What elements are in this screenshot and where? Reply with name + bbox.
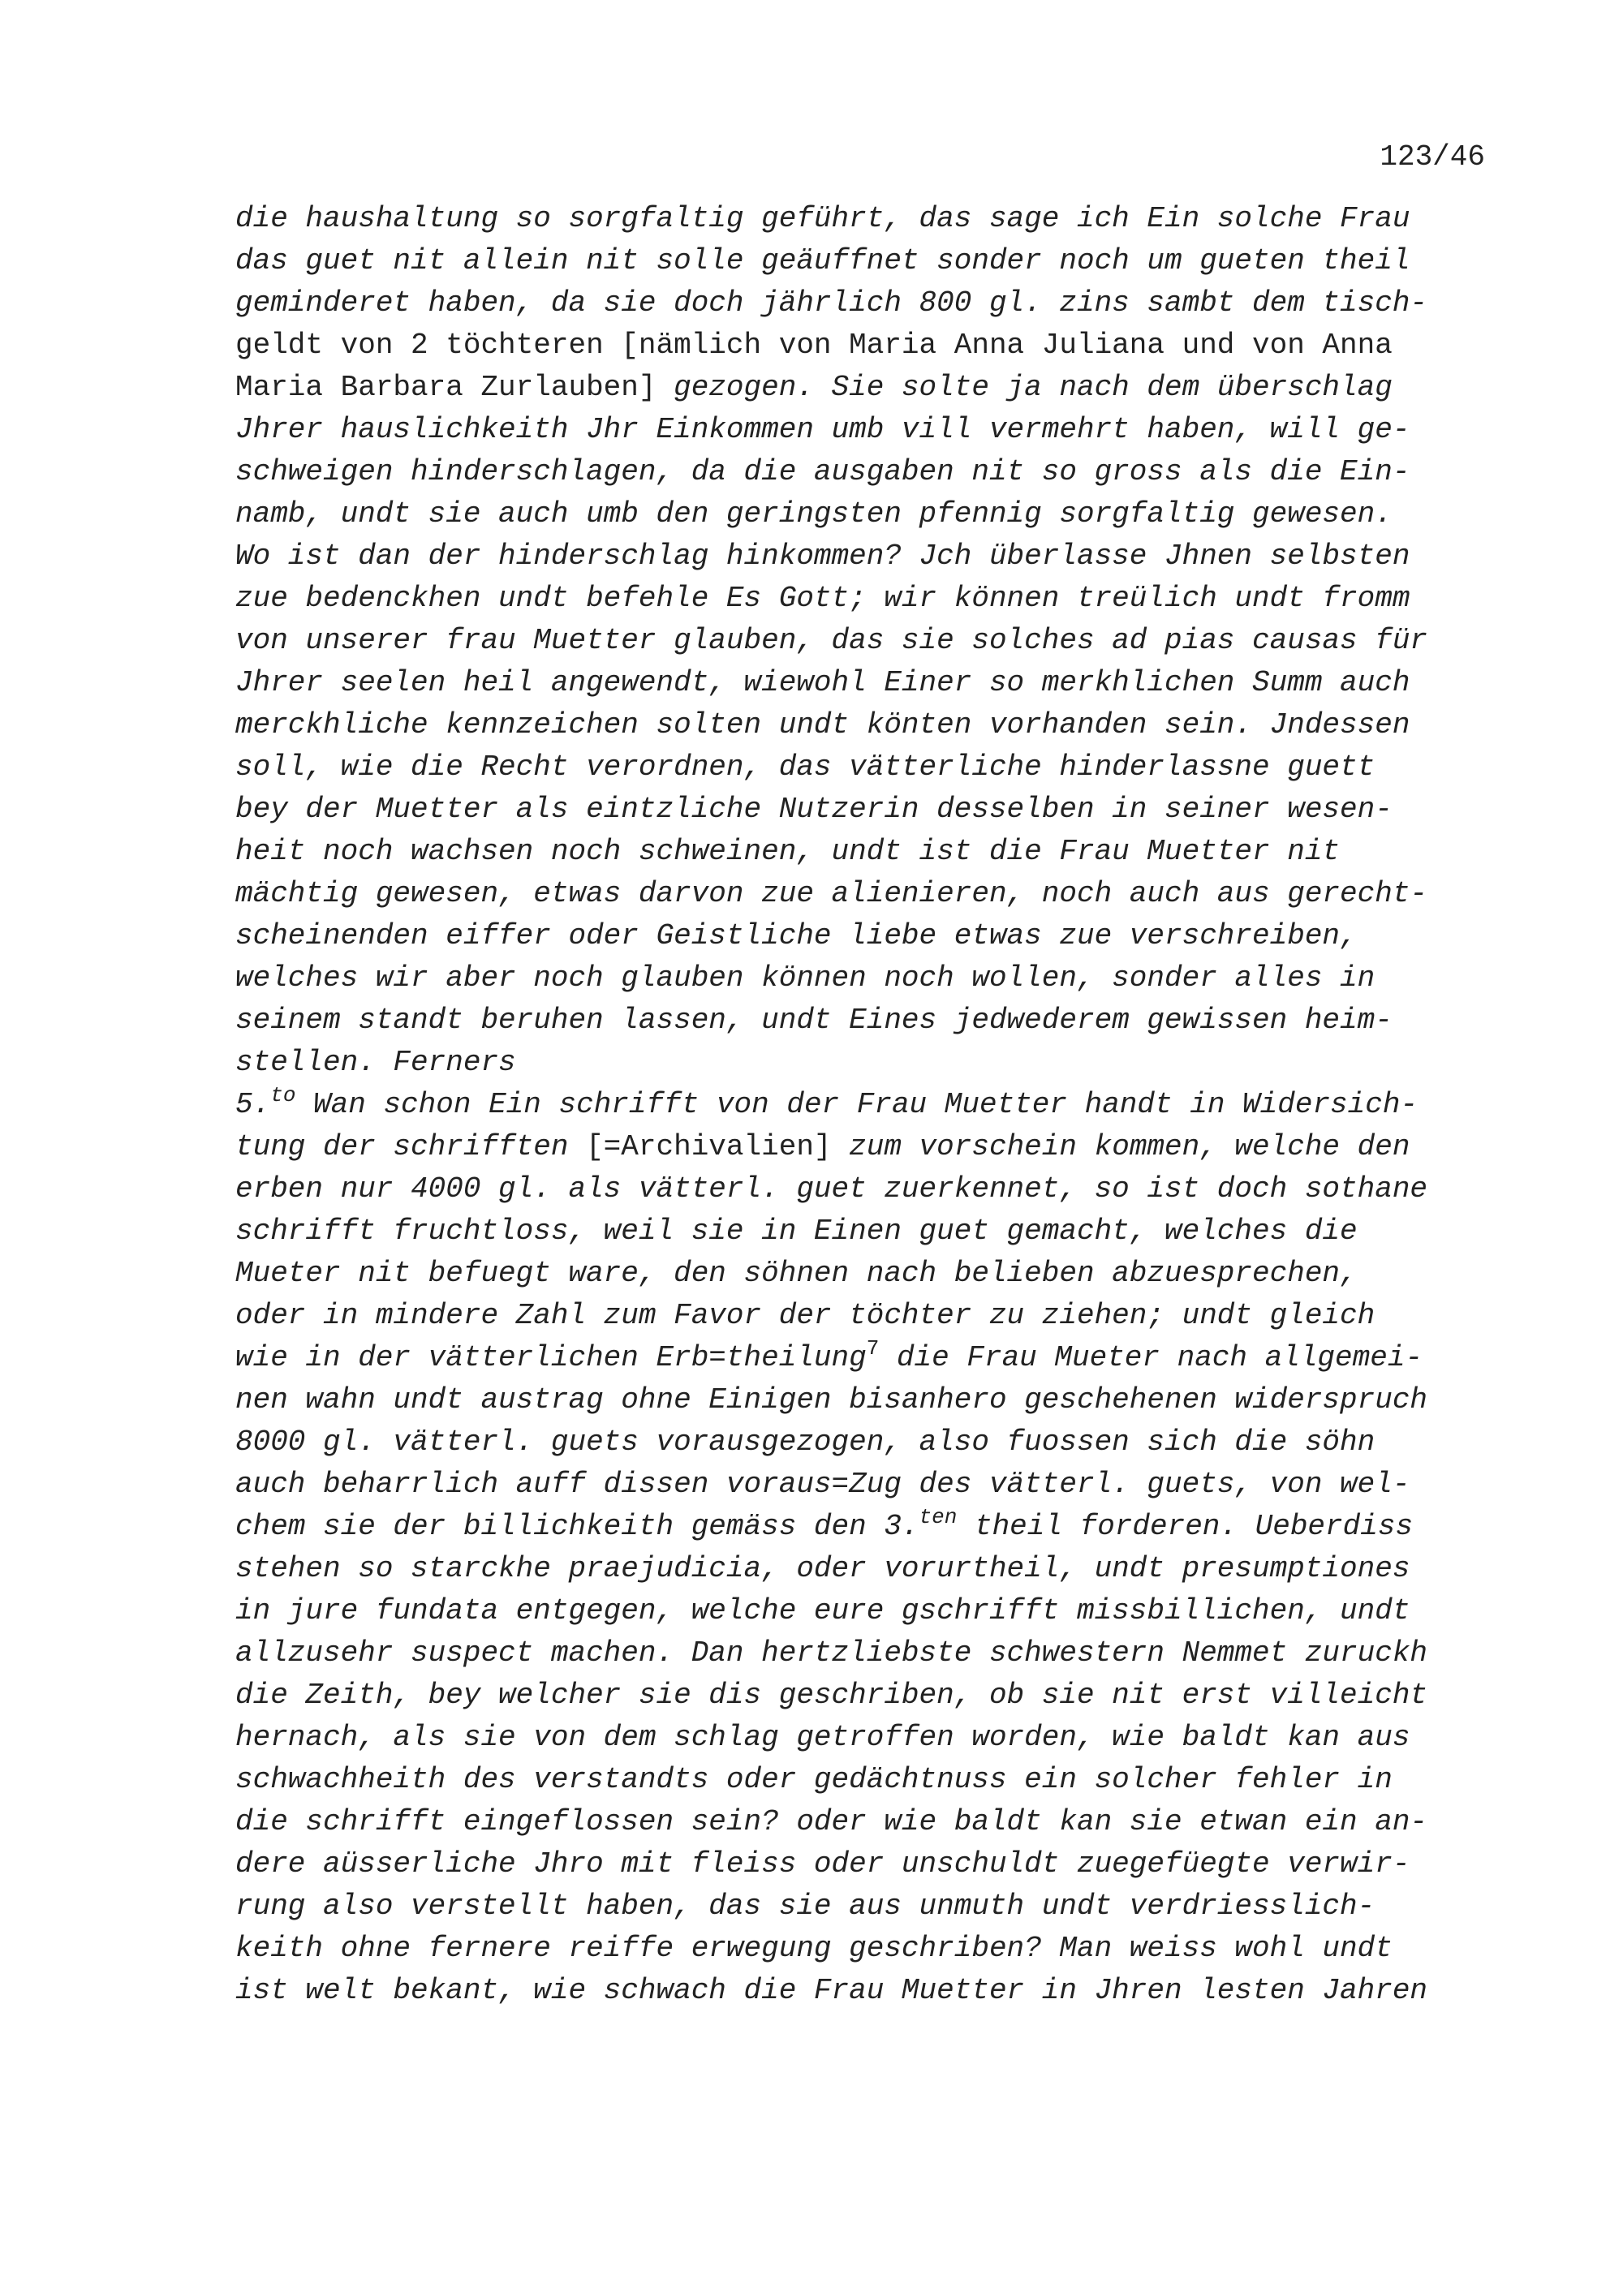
text-segment: auch beharrlich auff dissen voraus=Zug des vätterl. guets, von wel- — [235, 1468, 1410, 1501]
text-segment: tung der schrifften — [235, 1130, 587, 1163]
text-line — [235, 1000, 1501, 1042]
text-segment: gezogen. Sie solte ja nach dem überschlag — [656, 371, 1393, 404]
text-line — [235, 789, 1501, 831]
text-line — [235, 1464, 1501, 1506]
text-line — [235, 1717, 1501, 1759]
text-line — [235, 578, 1501, 620]
text-segment: zue bedenckhen undt befehle Es Gott; wir können treülich undt fromm — [235, 582, 1410, 615]
text-line — [235, 325, 1501, 367]
text-segment: Jhrer hauslichkeith Jhr Einkommen umb vill vermehrt haben, will ge- — [235, 413, 1410, 446]
text-line — [235, 1843, 1501, 1885]
text-line — [235, 240, 1501, 282]
text-segment: namb, undt sie auch umb den geringsten pfennig sorgfaltig gewesen. — [235, 497, 1393, 531]
text-line — [235, 282, 1501, 325]
text-line — [235, 1379, 1501, 1421]
text-line — [235, 831, 1501, 873]
text-segment: heit noch wachsen noch schweinen, undt ist die Frau Muetter nit — [235, 835, 1341, 868]
text-line — [235, 535, 1501, 578]
text-segment: [=Archivalien] — [586, 1130, 832, 1163]
text-line — [235, 662, 1501, 704]
text-segment: schwachheith des verstandts oder gedächtnuss ein solcher fehler in — [235, 1763, 1393, 1796]
text-segment: 8000 gl. vätterl. guets vorausgezogen, also fuossen sich die söhn — [235, 1425, 1375, 1459]
text-line — [235, 493, 1501, 535]
text-segment: Wo ist dan der hinderschlag hinkommen? Jch überlasse Jhnen selbsten — [235, 540, 1410, 573]
text-line — [235, 1421, 1501, 1464]
text-line — [235, 1042, 1501, 1084]
text-line — [235, 1928, 1501, 1970]
text-segment: bey der Muetter als eintzliche Nutzerin desselben in seiner wesen- — [235, 793, 1393, 826]
document-body — [235, 198, 1501, 2012]
text-segment: schweigen hinderschlagen, da die ausgaben nit so gross als die Ein- — [235, 455, 1410, 488]
text-segment: rung also verstellt haben, das sie aus unmuth undt verdriesslich- — [235, 1890, 1375, 1923]
text-segment: oder in mindere Zahl zum Favor der töchter zu ziehen; undt gleich — [235, 1299, 1375, 1332]
text-segment: die haushaltung so sorgfaltig geführt, das sage ich Ein solche Frau — [235, 202, 1410, 235]
text-segment: soll, wie die Recht verordnen, das vätterliche hinderlassne guett — [235, 750, 1375, 784]
text-segment: von unserer frau Muetter glauben, das sie solches ad pias causas für — [235, 624, 1428, 657]
text-line — [235, 451, 1501, 493]
text-segment: schrifft fruchtloss, weil sie in Einen guet gemacht, welches die — [235, 1215, 1358, 1248]
text-segment: chem sie der billichkeith gemäss den 3. — [235, 1510, 919, 1543]
text-line — [235, 1548, 1501, 1590]
page-number: 123/46 — [1380, 140, 1485, 174]
text-segment: Maria Barbara Zurlauben] — [235, 371, 657, 404]
text-segment: Jhrer seelen heil angewendt, wiewohl Einer so merkhlichen Summ auch — [235, 666, 1410, 699]
text-line — [235, 1885, 1501, 1928]
text-segment: in jure fundata entgegen, welche eure gschrifft missbillichen, undt — [235, 1594, 1410, 1627]
text-line — [235, 704, 1501, 746]
text-segment: Mueter nit befuegt ware, den söhnen nach belieben abzuesprechen, — [235, 1257, 1358, 1290]
text-line — [235, 1126, 1501, 1168]
superscript: 7 — [866, 1336, 880, 1361]
text-segment: nen wahn undt austrag ohne Einigen bisanhero geschehenen widerspruch — [235, 1383, 1428, 1417]
text-segment: stellen. Ferners — [235, 1046, 516, 1079]
text-segment: seinem standt beruhen lassen, undt Eines jedwederem gewissen heim- — [235, 1004, 1393, 1037]
text-line — [235, 873, 1501, 915]
text-line — [235, 746, 1501, 789]
superscript: to — [270, 1083, 296, 1107]
text-line — [235, 409, 1501, 451]
text-segment: mächtig gewesen, etwas darvon zue alienieren, noch auch aus gerecht- — [235, 877, 1428, 910]
text-line — [235, 1759, 1501, 1801]
text-line — [235, 1295, 1501, 1337]
text-line — [235, 1506, 1501, 1548]
text-line — [235, 1632, 1501, 1675]
text-segment: 5. — [235, 1088, 271, 1121]
text-segment: die Frau Mueter nach allgemei- — [879, 1341, 1423, 1374]
text-line — [235, 1590, 1501, 1632]
text-line — [235, 1337, 1501, 1379]
text-line — [235, 198, 1501, 240]
text-line — [235, 1970, 1501, 2012]
text-segment: wie in der vätterlichen Erb=theilung — [235, 1341, 867, 1374]
text-segment: welches wir aber noch glauben können noch wollen, sonder alles in — [235, 961, 1375, 995]
text-segment: ist welt bekant, wie schwach die Frau Muetter in Jhren lesten Jahren — [235, 1974, 1428, 2007]
text-segment: geminderet haben, da sie doch jährlich 800 gl. zins sambt dem tisch- — [235, 286, 1428, 320]
text-line — [235, 1168, 1501, 1210]
text-line — [235, 367, 1501, 409]
text-segment: hernach, als sie von dem schlag getroffen worden, wie baldt kan aus — [235, 1721, 1410, 1754]
text-segment: zum vorschein kommen, welche den — [831, 1130, 1410, 1163]
text-segment: erben nur 4000 gl. als vätterl. guet zuerkennet, so ist doch sothane — [235, 1172, 1428, 1206]
text-segment: scheinenden eiffer oder Geistliche liebe etwas zue verschreiben, — [235, 919, 1358, 952]
text-segment: geldt von 2 töchteren [nämlich von Maria Anna Juliana und von Anna — [235, 329, 1393, 362]
text-segment: Wan schon Ein schrifft von der Frau Muetter handt in Widersich- — [295, 1088, 1419, 1121]
text-segment: die schrifft eingeflossen sein? oder wie baldt kan sie etwan ein an- — [235, 1805, 1428, 1838]
text-line — [235, 1675, 1501, 1717]
text-segment: merckhliche kennzeichen solten undt könten vorhanden sein. Jndessen — [235, 708, 1410, 742]
text-segment: die Zeith, bey welcher sie dis geschriben, ob sie nit erst villeicht — [235, 1679, 1428, 1712]
text-line — [235, 1801, 1501, 1843]
superscript: ten — [919, 1505, 958, 1529]
text-line — [235, 1210, 1501, 1253]
text-segment: stehen so starckhe praejudicia, oder vorurtheil, undt presumptiones — [235, 1552, 1410, 1585]
text-line — [235, 620, 1501, 662]
text-segment: theil forderen. Ueberdiss — [957, 1510, 1414, 1543]
text-line — [235, 1253, 1501, 1295]
text-segment: allzusehr suspect machen. Dan hertzliebste schwestern Nemmet zuruckh — [235, 1636, 1428, 1670]
text-segment: das guet nit allein nit solle geäuffnet sonder noch um gueten theil — [235, 244, 1410, 277]
text-line — [235, 957, 1501, 1000]
text-segment: keith ohne fernere reiffe erwegung geschriben? Man weiss wohl undt — [235, 1932, 1393, 1965]
text-line — [235, 915, 1501, 957]
text-line — [235, 1084, 1501, 1126]
text-segment: dere aüsserliche Jhro mit fleiss oder unschuldt zuegefüegte verwir- — [235, 1847, 1410, 1881]
